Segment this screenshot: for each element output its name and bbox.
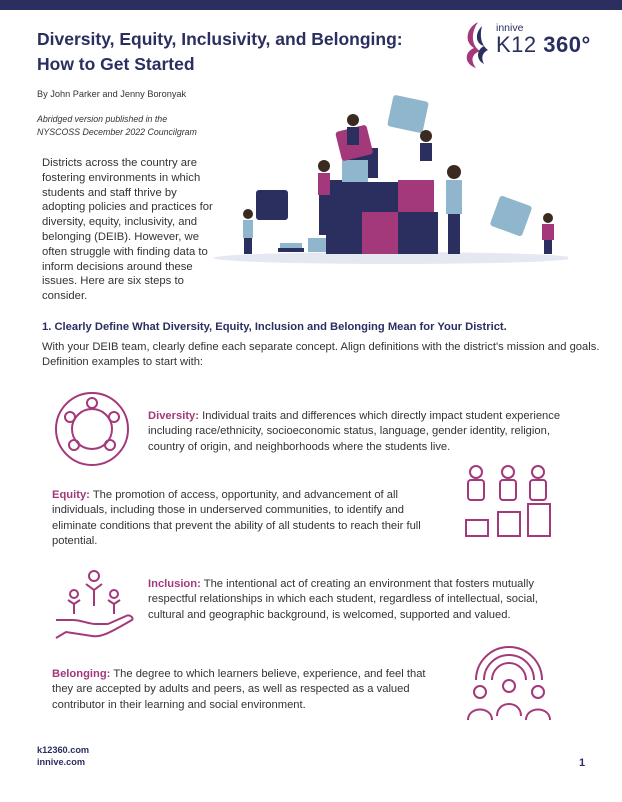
diversity-text: Individual traits and differences which directly impact student experience including race/ethnicity, socioeconomic status, language, gender identity, religion, country of origin, and neighborhoods where the students live.	[148, 410, 561, 453]
equity-text: The promotion of access, opportunity, and advancement of all individuals, including those in underserved communities, to identify and eliminate conditions that prevent the ability of all students to reach their full potential.	[52, 489, 421, 547]
page-title	[37, 27, 403, 77]
page-number: 1	[579, 757, 586, 769]
equity-definition	[52, 488, 448, 549]
diversity-definition	[148, 409, 576, 455]
belonging-definition	[52, 667, 444, 713]
inclusion-text: The intentional act of creating an environment that fosters mutually respectful relationships in which each student, regardless of intellectual, social, cultural and geographic background, is welcomed, supported and valued.	[148, 578, 538, 621]
footer-links	[37, 744, 89, 768]
logo-360: 360°	[543, 32, 591, 57]
logo-k12: K12	[496, 32, 537, 57]
puzzle-team-illustration	[208, 90, 568, 270]
inclusion-term: Inclusion:	[148, 578, 201, 590]
footer-link-k12360[interactable]: k12360.com	[37, 745, 90, 755]
equity-term: Equity:	[52, 489, 90, 501]
belonging-group-arc-icon	[462, 646, 556, 722]
diversity-term: Diversity:	[148, 410, 199, 422]
belonging-term: Belonging:	[52, 668, 111, 680]
note-line-2: NYSCOSS December 2022 Councilgram	[37, 127, 197, 137]
footer-link-innive[interactable]: innive.com	[37, 757, 85, 767]
inclusion-hand-people-icon	[52, 568, 136, 642]
section-1-heading: 1. Clearly Define What Diversity, Equity, Inclusion and Belonging Mean for Your District.	[42, 321, 507, 333]
top-bar	[0, 0, 622, 10]
logo-text-k12-360	[496, 32, 591, 58]
section-1-lead: With your DEIB team, clearly define each separate concept. Align definitions with the district's mission and goals. Definition examples to start with:	[42, 341, 600, 368]
belonging-text: The degree to which learners believe, experience, and feel that they are accepted by adults and peers, as well as respected as a valued contributor in their learning and social environment.	[52, 668, 426, 711]
inclusion-definition	[148, 577, 568, 623]
logo-mark-icon	[456, 18, 496, 70]
note-line-1: Abridged version published in the	[37, 114, 168, 124]
byline: By John Parker and Jenny Boronyak	[37, 89, 187, 99]
title-line-2: How to Get Started	[37, 54, 195, 74]
equity-people-on-boxes-icon	[462, 462, 554, 538]
logo-text-innive: innive	[496, 22, 524, 34]
title-line-1: Diversity, Equity, Inclusivity, and Belonging:	[37, 29, 403, 49]
diversity-circle-people-icon	[50, 387, 134, 471]
intro-paragraph: Districts across the country are fostering environments in which students and staff thrive by adopting policies and practices for diversity, equity, inclusivity, and belonging (DEIB). However, we often struggle with finding data to inform decisions around these issues. Here are six steps to consider.	[42, 157, 213, 303]
